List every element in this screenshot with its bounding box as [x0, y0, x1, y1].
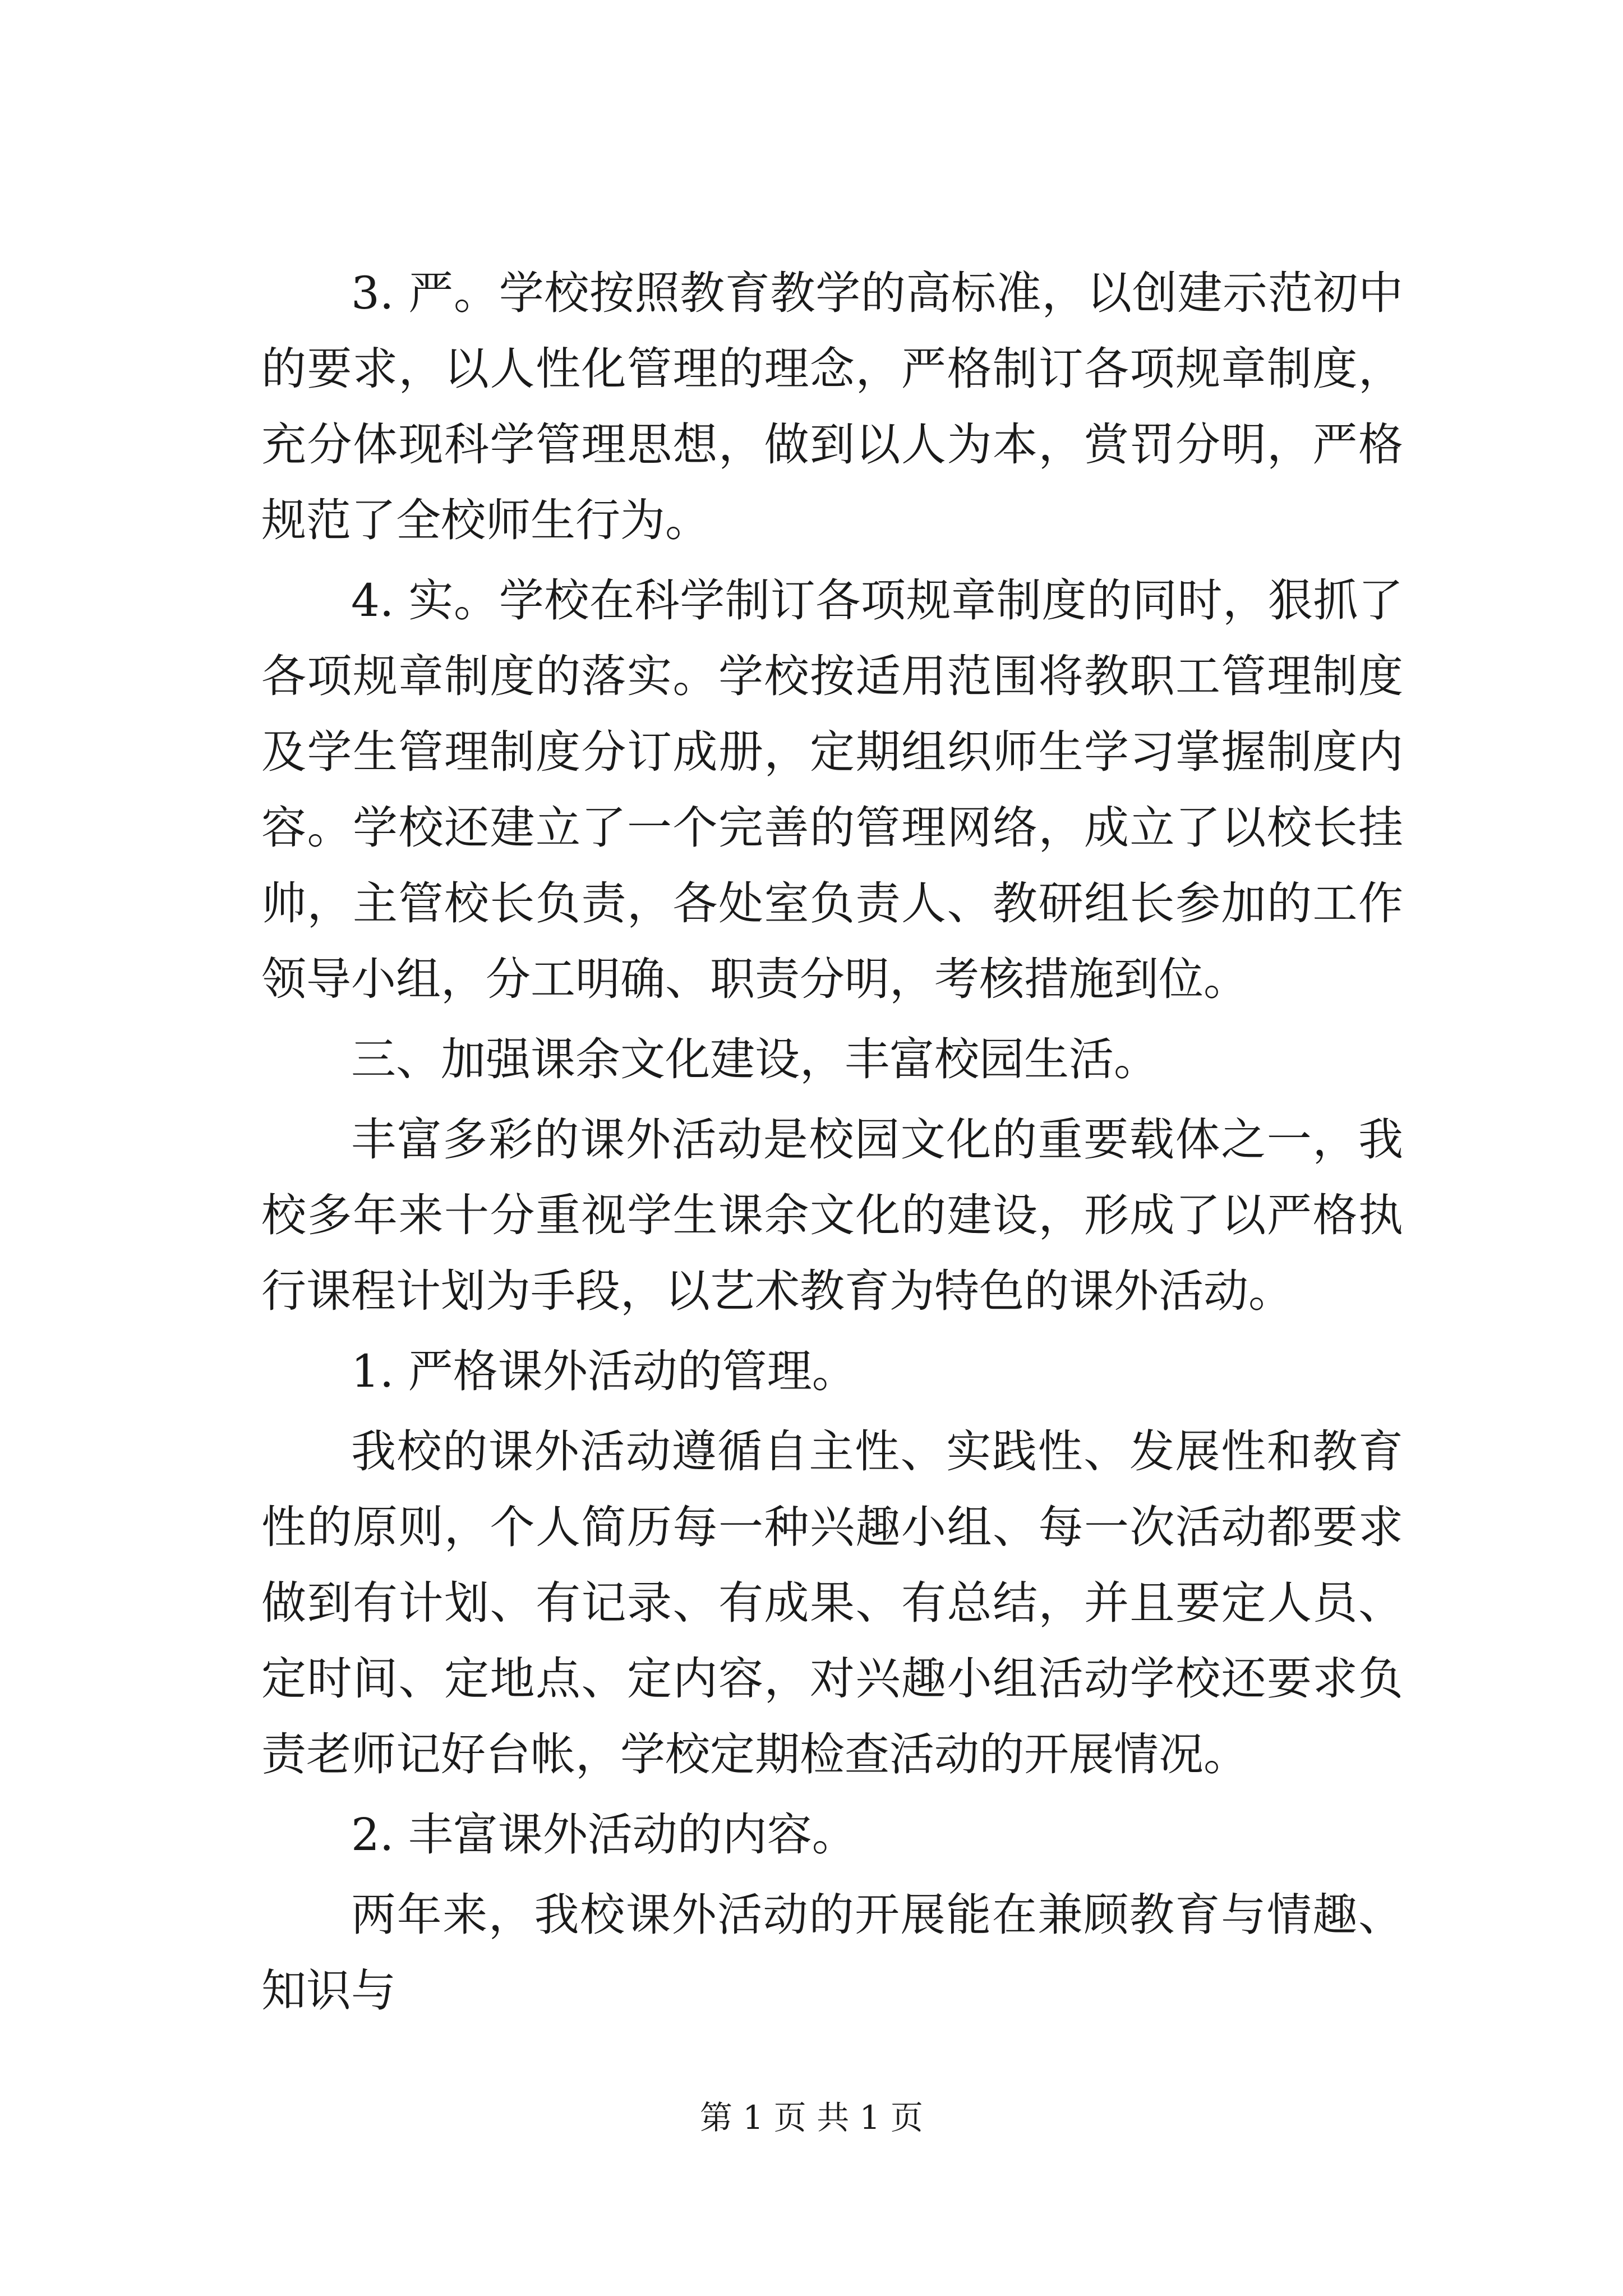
- subheading-content: 2. 丰富课外活动的内容。: [351, 1809, 857, 1861]
- paragraph-content: 两年来，我校课外活动的开展能在兼顾教育与情趣、知识与: [261, 1889, 1403, 2017]
- page-footer: 第 1 页 共 1 页: [700, 2099, 923, 2137]
- paragraph-implementation: 4. 实。学校在科学制订各项规章制度的同时，狠抓了各项规章制度的落实。学校按适用范围将教职工管理制度及学生管理制度分订成册，定期组织师生学习掌握制度内容。学校还建立了一个完善的管理网络，成立了以校长挂帅，主管校长负责，各处室负责人、教研组长参加的工作领导小组，分工明确、职责分明，考核措施到位。: [261, 574, 1403, 1005]
- paragraph-strict: 3. 严。学校按照教育教学的高标准，以创建示范初中的要求，以人性化管理的理念，严格制订各项规章制度，充分体现科学管理思想，做到以人为本，赏罚分明，严格规范了全校师生行为。: [261, 267, 1403, 546]
- section-heading-culture: 三、加强课余文化建设，丰富校园生活。: [351, 1033, 1159, 1085]
- paragraph-management: 我校的课外活动遵循自主性、实践性、发展性和教育性的原则，个人简历每一种兴趣小组、每一次活动都要求做到有计划、有记录、有成果、有总结，并且要定人员、定时间、定地点、定内容，对兴趣小组活动学校还要求负责老师记好台帐，学校定期检查活动的开展情况。: [261, 1425, 1403, 1780]
- paragraph-activities-intro: 丰富多彩的课外活动是校园文化的重要载体之一，我校多年来十分重视学生课余文化的建设，形成了以严格执行课程计划为手段，以艺术教育为特色的课外活动。: [261, 1114, 1403, 1317]
- document-body: [261, 255, 1403, 2033]
- subheading-management: 1. 严格课外活动的管理。: [351, 1345, 857, 1397]
